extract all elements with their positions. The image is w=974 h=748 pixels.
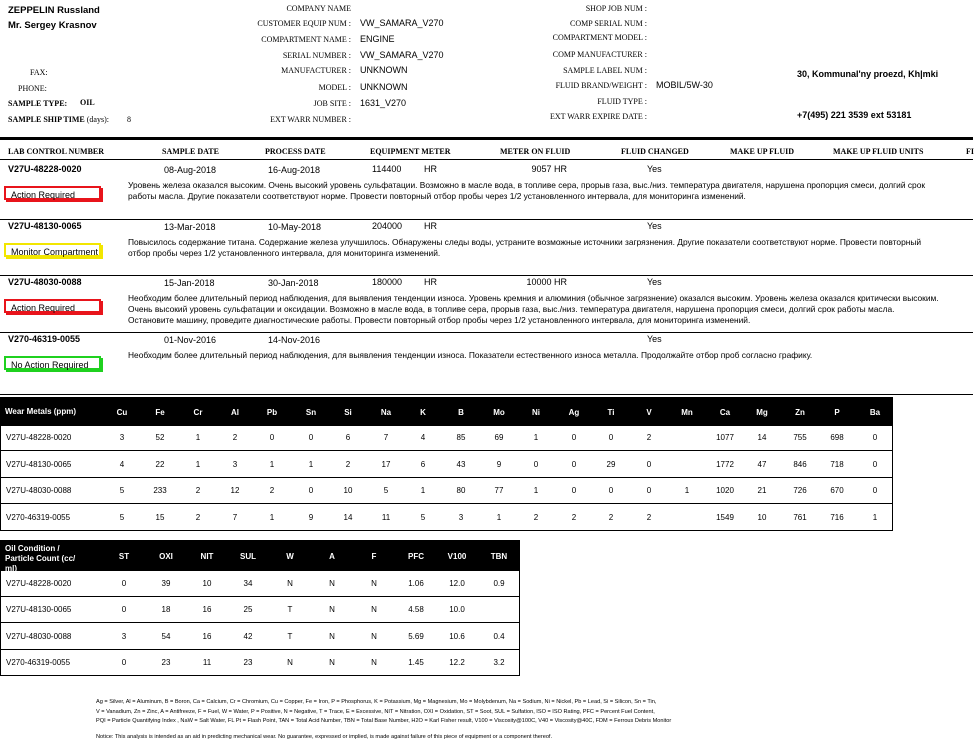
- wear-value: 0: [646, 460, 652, 469]
- wear-row-divider: [1, 503, 892, 504]
- oil-row-id: V270-46319-0055: [6, 658, 71, 667]
- equipment-field-label: JOB SITE :: [313, 99, 351, 108]
- wear-value: 69: [494, 433, 504, 442]
- oil-column-header: TBN: [490, 552, 508, 561]
- oil-value: 10.0: [449, 605, 465, 614]
- oil-value: 10: [202, 579, 212, 588]
- column-header: MAKE UP FLUID UNITS: [833, 147, 924, 156]
- wear-value: 1: [195, 433, 201, 442]
- wear-value: 3: [119, 433, 125, 442]
- wear-value: 3: [458, 513, 464, 522]
- oil-value: N: [371, 579, 377, 588]
- status-badge: Action Required: [4, 299, 101, 313]
- oil-value: 0.9: [493, 579, 505, 588]
- fluid-changed: Yes: [647, 164, 662, 174]
- oil-value: N: [329, 605, 335, 614]
- wear-value: 52: [155, 433, 165, 442]
- oil-value: 10.6: [449, 632, 465, 641]
- equipment-field-value: VW_SAMARA_V270: [360, 50, 444, 60]
- oil-value: 0: [121, 579, 127, 588]
- wear-value: 6: [345, 433, 351, 442]
- sample-row: [0, 276, 973, 331]
- process-date: 30-Jan-2018: [268, 278, 319, 288]
- wear-metals-table: [0, 397, 893, 531]
- wear-value: 3: [232, 460, 238, 469]
- equipment-meter-unit: HR: [424, 277, 437, 287]
- oil-title-1: Oil Condition /: [5, 544, 60, 553]
- wear-value: 5: [119, 486, 125, 495]
- oil-column-header: ST: [118, 552, 130, 561]
- wear-value: 1: [684, 486, 690, 495]
- wear-value: 718: [830, 460, 844, 469]
- wear-value: 1: [269, 460, 275, 469]
- wear-value: 2: [269, 486, 275, 495]
- wear-value: 0: [533, 460, 539, 469]
- oil-value: N: [329, 658, 335, 667]
- status-badge: Monitor Compartment: [4, 243, 101, 257]
- oil-value: 3: [121, 632, 127, 641]
- ship-time-label: [8, 115, 109, 124]
- wear-column-header: Pb: [266, 408, 278, 417]
- sample-comment: Уровень железа оказался высоким. Очень высокий уровень сульфатации. Возможно в масле вода, в топливе сера, прорыв газа, выс./низ. температура двигателя, нарушена пропорция смеси, долгий срок работы масла. Другие показатели соответствуют норме. Провести повторный отбор пробы через 1/2 установленного интервала, для мониторинга изменений.: [128, 180, 926, 201]
- wear-value: 670: [830, 486, 844, 495]
- oil-row-divider: [1, 596, 519, 597]
- wear-value: 1: [195, 460, 201, 469]
- oil-value: T: [287, 605, 293, 614]
- oil-value: 12.2: [449, 658, 465, 667]
- fluid-changed: Yes: [647, 277, 662, 287]
- wear-column-header: Cu: [116, 408, 128, 417]
- wear-row-id: V270-46319-0055: [6, 513, 71, 522]
- wear-value: 755: [793, 433, 807, 442]
- oil-value: 5.69: [408, 632, 424, 641]
- wear-value: 5: [119, 513, 125, 522]
- wear-column-header: Al: [231, 408, 239, 417]
- meter-on-fluid: 10000 HR: [526, 277, 567, 287]
- sample-field-label: SHOP JOB NUM :: [585, 4, 647, 13]
- sample-date: 08-Aug-2018: [164, 165, 217, 175]
- process-date: 16-Aug-2018: [268, 165, 321, 175]
- equipment-field-value: VW_SAMARA_V270: [360, 18, 444, 28]
- wear-title-cell: [1, 398, 104, 426]
- wear-value: 7: [232, 513, 238, 522]
- sample-date: 01-Nov-2016: [164, 335, 217, 345]
- legend-line-3: PQI = Particle Quantifying Index , NaW = Salt Water, FL Pt = Flash Point, TAN = Total Acid Number, TBN = Total Base Number, H2O = Karl Fisher result, V100 = Viscosity@100C, V40 = Viscosity@40C, FDM = Ferrous Debris Monitor: [96, 718, 672, 724]
- wear-value: 1: [420, 486, 426, 495]
- wear-value: 1772: [716, 460, 734, 469]
- wear-value: 17: [381, 460, 391, 469]
- oil-column-header: W: [286, 552, 294, 561]
- sample-type-value: OIL: [80, 98, 95, 107]
- wear-value: 0: [872, 486, 878, 495]
- wear-value: 698: [830, 433, 844, 442]
- equipment-field-value: UNKNOWN: [360, 82, 408, 92]
- oil-value: 1.45: [408, 658, 424, 667]
- wear-value: 9: [496, 460, 502, 469]
- sample-field-label: FLUID TYPE :: [597, 97, 647, 106]
- wear-value: 2: [195, 486, 201, 495]
- wear-row-id: V27U-48030-0088: [6, 486, 72, 495]
- wear-value: 1: [533, 433, 539, 442]
- wear-value: 11: [381, 513, 391, 522]
- lab-control-number: V270-46319-0055: [8, 334, 81, 344]
- wear-value: 0: [269, 433, 275, 442]
- wear-column-header: Na: [380, 408, 392, 417]
- oil-column-header: OXI: [159, 552, 173, 561]
- column-header: FI: [966, 147, 974, 156]
- oil-condition-table: [0, 540, 520, 676]
- sample-row-divider: [0, 394, 973, 395]
- wear-value: 233: [153, 486, 167, 495]
- oil-value: 3.2: [493, 658, 505, 667]
- wear-value: 761: [793, 513, 807, 522]
- oil-value: 25: [243, 605, 253, 614]
- wear-value: 0: [571, 486, 577, 495]
- wear-value: 10: [343, 486, 353, 495]
- column-header: PROCESS DATE: [265, 147, 326, 156]
- equipment-field-value: ENGINE: [360, 34, 395, 44]
- oil-column-header: A: [329, 552, 335, 561]
- wear-value: 12: [230, 486, 240, 495]
- oil-title-cell: [1, 541, 104, 571]
- wear-value: 1549: [716, 513, 734, 522]
- wear-value: 6: [420, 460, 426, 469]
- wear-value: 2: [571, 513, 577, 522]
- sample-row: [0, 220, 973, 274]
- equipment-field-label: COMPARTMENT NAME :: [261, 35, 351, 44]
- equipment-field-value: 1631_V270: [360, 98, 407, 108]
- oil-value: 23: [161, 658, 171, 667]
- equipment-meter-unit: HR: [424, 221, 437, 231]
- oil-value: 11: [202, 658, 212, 667]
- oil-value: 34: [243, 579, 253, 588]
- wear-value: 0: [308, 433, 314, 442]
- column-header: MAKE UP FLUID: [730, 147, 794, 156]
- wear-column-header: Cr: [193, 408, 203, 417]
- wear-column-header: Fe: [155, 408, 165, 417]
- sample-field-label: EXT WARR EXPIRE DATE :: [549, 112, 647, 121]
- sample-type-label: SAMPLE TYPE:: [8, 99, 68, 108]
- wear-column-header: Zn: [795, 408, 805, 417]
- company-name: ZEPPELIN Russland: [8, 5, 100, 16]
- oil-value: N: [287, 579, 293, 588]
- header-divider: [0, 137, 973, 140]
- oil-value: 23: [243, 658, 253, 667]
- equipment-field-label: CUSTOMER EQUIP NUM :: [257, 19, 351, 28]
- wear-value: 22: [155, 460, 165, 469]
- equipment-meter-unit: HR: [424, 164, 437, 174]
- wear-value: 846: [793, 460, 807, 469]
- wear-value: 2: [608, 513, 614, 522]
- equipment-field-label: COMPANY NAME: [286, 4, 351, 13]
- wear-column-header: Mg: [756, 408, 768, 417]
- sample-field-label: COMP SERIAL NUM :: [570, 19, 647, 28]
- wear-column-header: Sn: [305, 408, 317, 417]
- wear-value: 0: [571, 433, 577, 442]
- status-badge: No Action Required: [4, 356, 101, 370]
- oil-row-divider: [1, 622, 519, 623]
- wear-value: 5: [383, 486, 389, 495]
- wear-value: 1: [308, 460, 314, 469]
- column-header: EQUIPMENT METER: [370, 147, 451, 156]
- fax-label: FAX:: [30, 68, 48, 77]
- legend-line-2: V = Vanadium, Zn = Zinc, A = Antifreeze, F = Fuel, W = Water, P = Positive, N = Negative, T = Trace, E = Excessive, NIT = Nitration, OXI = Oxidation, ST = Soot, SUL = Sulfation, ISO = ISO Rating, PFC = Percent Fuel Content,: [96, 709, 655, 715]
- wear-value: 0: [308, 486, 314, 495]
- wear-value: 2: [533, 513, 539, 522]
- wear-row-divider: [1, 450, 892, 451]
- sample-date: 15-Jan-2018: [164, 278, 215, 288]
- equipment-field-label: EXT WARR NUMBER :: [270, 115, 351, 124]
- wear-value: 85: [456, 433, 466, 442]
- wear-value: 14: [343, 513, 353, 522]
- oil-value: 0.4: [493, 632, 505, 641]
- wear-value: 716: [830, 513, 844, 522]
- wear-value: 2: [646, 433, 652, 442]
- wear-value: 10: [757, 513, 767, 522]
- status-badge: Action Required: [4, 186, 101, 200]
- equipment-field-value: UNKNOWN: [360, 65, 408, 75]
- oil-column-header: V100: [447, 552, 467, 561]
- sample-field-label: COMPARTMENT MODEL :: [552, 33, 647, 42]
- oil-value: N: [371, 632, 377, 641]
- equipment-meter: 180000: [372, 277, 403, 287]
- wear-value: 15: [155, 513, 165, 522]
- equipment-field-label: MANUFACTURER :: [281, 66, 351, 75]
- oil-value: 4.58: [408, 605, 424, 614]
- oil-value: 39: [161, 579, 171, 588]
- wear-value: 0: [872, 433, 878, 442]
- wear-value: 29: [606, 460, 616, 469]
- notice: Notice: This analysis is intended as an aid in predicting mechanical wear. No guarantee, expressed or implied, is made against failure of this piece of equipment or a component thereof.: [96, 734, 553, 740]
- column-header: FLUID CHANGED: [621, 147, 689, 156]
- equipment-meter: 114400: [372, 164, 402, 174]
- oil-row-divider: [1, 649, 519, 650]
- wear-column-header: B: [458, 408, 464, 417]
- ship-time-value: 8: [127, 115, 131, 124]
- sample-comment: Необходим более длительный период наблюдения, для выявления тенденции износа. Показатели естественного износа металла. Продолжайте отбор проб согласно графику.: [128, 350, 813, 360]
- equipment-field-label: MODEL :: [318, 83, 351, 92]
- oil-value: N: [287, 658, 293, 667]
- oil-value: N: [371, 658, 377, 667]
- wear-value: 0: [646, 486, 652, 495]
- equipment-meter: 204000: [372, 221, 403, 231]
- sample-field-label: FLUID BRAND/WEIGHT :: [555, 81, 647, 90]
- process-date: 10-May-2018: [268, 222, 322, 232]
- wear-value: 2: [195, 513, 201, 522]
- oil-value: 0: [121, 658, 127, 667]
- wear-column-header: Mn: [681, 408, 693, 417]
- fluid-changed: Yes: [647, 334, 662, 344]
- oil-value: N: [371, 605, 377, 614]
- wear-value: 4: [119, 460, 125, 469]
- sample-row: [0, 333, 973, 393]
- wear-value: 1: [533, 486, 539, 495]
- wear-value: 77: [494, 486, 504, 495]
- phone-label: PHONE:: [18, 84, 47, 93]
- wear-value: 1: [872, 513, 878, 522]
- sample-comment: Необходим более длительный период наблюдения, для выявления тенденции износа. Уровень кремния и алюминия (обычное загрязнение) оказался высоким. Уровень железа оказался критически высоким. Очень высокий уровень сульфатации и оксидации. Возможно в масле вода, в топливе сера, прорыв газа, выс./низ. температура двигателя, нарушена пропорция смеси, долгий срок работы масла. Остановите машину, проведите диагностические работы. Провести повторный отбор пробы через 1/2 установленного интервала, для мониторинга изменений.: [128, 293, 939, 325]
- lab-control-number: V27U-48130-0065: [8, 221, 82, 231]
- sample-header-divider: [0, 159, 973, 160]
- wear-value: 1: [496, 513, 502, 522]
- oil-value: 16: [202, 605, 212, 614]
- oil-column-header: F: [371, 552, 377, 561]
- column-header: SAMPLE DATE: [162, 147, 219, 156]
- meter-on-fluid: 9057 HR: [531, 164, 567, 174]
- wear-value: 1077: [716, 433, 734, 442]
- wear-column-header: Ba: [869, 408, 881, 417]
- wear-value: 1020: [716, 486, 734, 495]
- wear-column-header: Ca: [719, 408, 731, 417]
- wear-column-header: Ni: [532, 408, 540, 417]
- lab-control-number: V27U-48228-0020: [8, 164, 82, 174]
- wear-value: 0: [608, 433, 614, 442]
- oil-row-id: V27U-48030-0088: [6, 632, 72, 641]
- wear-column-header: P: [834, 408, 840, 417]
- contact-name: Mr. Sergey Krasnov: [8, 20, 97, 31]
- wear-value: 726: [793, 486, 807, 495]
- oil-value: 18: [161, 605, 171, 614]
- wear-value: 43: [456, 460, 466, 469]
- legend-line-1: Ag = Silver, Al = Aluminum, B = Boron, Ca = Calcium, Cr = Chromium, Cu = Copper, Fe = Iron, P = Phosphorus, K = Potassium, Mg = Magnesium, Mo = Molybdenum, Na = Sodium, Ni = Nickel, Pb = Lead, Si = Silicon, Sn = Tin,: [96, 699, 657, 705]
- wear-value: 21: [757, 486, 767, 495]
- wear-value: 47: [757, 460, 767, 469]
- sample-comment: Повысилось содержание титана. Содержание железа улучшилось. Обнаружены следы воды, устраните возможные источники загрязнения. Другие показатели соответствуют норме. Провести повторный отбор пробы через 1/2 установленного интервала, для мониторинга изменений.: [128, 237, 922, 258]
- wear-value: 0: [571, 460, 577, 469]
- oil-title-2: Particle Count (cc/: [5, 554, 76, 563]
- wear-column-header: Mo: [493, 408, 505, 417]
- wear-value: 2: [232, 433, 238, 442]
- wear-column-header: Ti: [607, 408, 615, 417]
- wear-value: 80: [456, 486, 466, 495]
- oil-value: 12.0: [449, 579, 465, 588]
- oil-title-3: ml): [5, 564, 17, 573]
- oil-column-header: PFC: [408, 552, 424, 561]
- oil-column-header: SUL: [240, 552, 256, 561]
- oil-value: 54: [161, 632, 171, 641]
- sample-field-value: MOBIL/5W-30: [656, 80, 713, 90]
- wear-value: 2: [646, 513, 652, 522]
- oil-column-header: NIT: [200, 552, 214, 561]
- sample-field-label: COMP MANUFACTURER :: [552, 50, 647, 59]
- ship-time-unit: (days):: [86, 115, 109, 124]
- wear-value: 9: [308, 513, 314, 522]
- column-header: LAB CONTROL NUMBER: [8, 147, 105, 156]
- wear-column-header: V: [646, 408, 652, 417]
- oil-row-id: V27U-48228-0020: [6, 579, 72, 588]
- wear-title: Wear Metals (ppm): [5, 407, 76, 416]
- ship-time-label-text: SAMPLE SHIP TIME: [8, 115, 85, 124]
- wear-value: 1: [269, 513, 275, 522]
- oil-value: N: [329, 632, 335, 641]
- wear-value: 14: [757, 433, 767, 442]
- process-date: 14-Nov-2016: [268, 335, 321, 345]
- oil-value: N: [329, 579, 335, 588]
- oil-row-id: V27U-48130-0065: [6, 605, 72, 614]
- wear-row-id: V27U-48130-0065: [6, 460, 72, 469]
- wear-column-header: K: [420, 408, 426, 417]
- phone-number: +7(495) 221 3539 ext 53181: [797, 110, 912, 120]
- oil-value: 16: [202, 632, 212, 641]
- wear-value: 4: [420, 433, 426, 442]
- sample-field-label: SAMPLE LABEL NUM :: [563, 66, 647, 75]
- column-header: METER ON FLUID: [500, 147, 571, 156]
- wear-value: 0: [872, 460, 878, 469]
- wear-row-divider: [1, 477, 892, 478]
- sample-row: [0, 163, 973, 218]
- wear-column-header: Ag: [568, 408, 580, 417]
- address: 30, Kommunal'ny proezd, Kh|mki: [797, 69, 939, 79]
- wear-value: 5: [420, 513, 426, 522]
- wear-value: 2: [345, 460, 351, 469]
- oil-value: 42: [243, 632, 253, 641]
- oil-value: T: [287, 632, 293, 641]
- lab-control-number: V27U-48030-0088: [8, 277, 82, 287]
- fluid-changed: Yes: [647, 221, 662, 231]
- wear-value: 7: [383, 433, 389, 442]
- oil-value: 1.06: [408, 579, 424, 588]
- wear-value: 0: [608, 486, 614, 495]
- oil-value: 0: [121, 605, 127, 614]
- equipment-field-label: SERIAL NUMBER :: [282, 51, 351, 60]
- wear-row-id: V27U-48228-0020: [6, 433, 72, 442]
- sample-date: 13-Mar-2018: [164, 222, 216, 232]
- wear-column-header: Si: [344, 408, 352, 417]
